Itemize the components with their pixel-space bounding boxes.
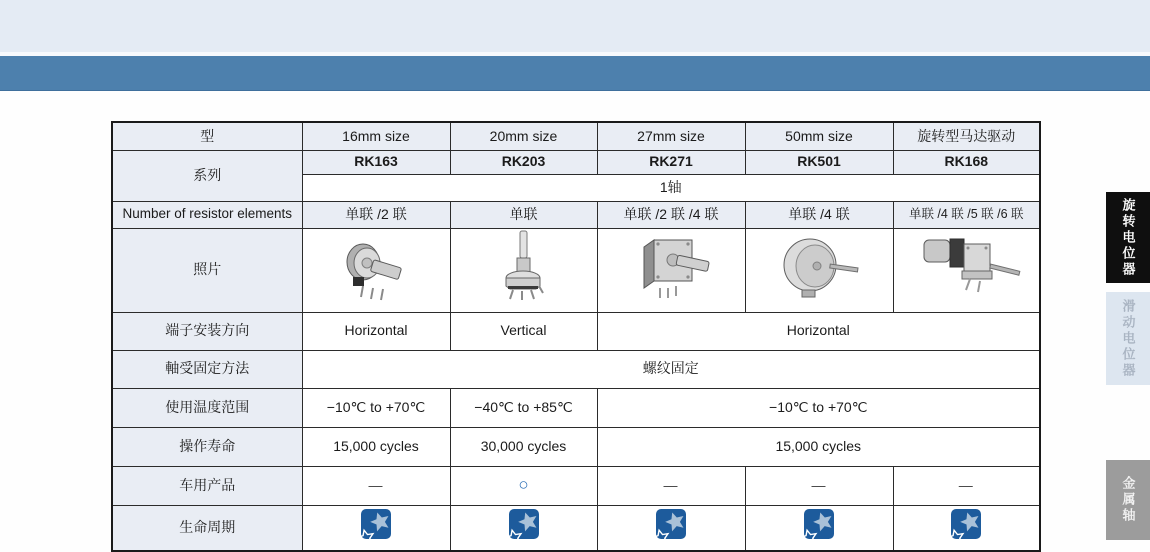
- life-cell: 15,000 cycles: [597, 427, 1040, 466]
- table-row-lifecycle: [112, 505, 1040, 551]
- axis-value: 1轴: [302, 174, 1040, 201]
- column-header-16mm: 16mm size: [302, 122, 450, 150]
- row-label-temperature: 使用温度范围: [112, 388, 302, 427]
- side-tab-metal-shaft[interactable]: [1106, 460, 1150, 540]
- terminal-cell: Horizontal: [302, 312, 450, 350]
- resistor-cell: 单联 /4 联 /5 联 /6 联: [893, 201, 1040, 228]
- row-label-automotive: 车用产品: [112, 466, 302, 505]
- rk501-photo: [768, 232, 870, 304]
- dash-mark: —: [811, 476, 827, 493]
- automotive-cell: [302, 466, 450, 505]
- automotive-cell: [597, 466, 745, 505]
- resistor-cell: 单联: [450, 201, 597, 228]
- circle-mark: ○: [518, 475, 529, 495]
- terminal-cell: Horizontal: [597, 312, 1040, 350]
- row-label-resistor-elements: Number of resistor elements: [112, 201, 302, 228]
- rk203-photo: [495, 229, 553, 307]
- model-rk203: RK203: [450, 150, 597, 174]
- dash-mark: —: [368, 476, 384, 493]
- side-tab-slide-potentiometers[interactable]: [1106, 292, 1150, 385]
- row-label-operating-life: 操作寿命: [112, 427, 302, 466]
- table-row-terminal-direction: [112, 312, 1040, 350]
- resistor-cell: 单联 /2 联: [302, 201, 450, 228]
- row-label-terminal: 端子安装方向: [112, 312, 302, 350]
- row-label-lifecycle: 生命周期: [112, 505, 302, 551]
- table-row-automotive: [112, 466, 1040, 505]
- column-header-27mm: 27mm size: [597, 122, 745, 150]
- row-label-photo: 照片: [112, 228, 302, 312]
- rk271-photo: [620, 231, 722, 305]
- model-rk168: RK168: [893, 150, 1040, 174]
- life-cell: 30,000 cycles: [450, 427, 597, 466]
- row-label-series: 系列: [112, 150, 302, 201]
- table-row-header: [112, 122, 1040, 150]
- resistor-cell: 单联 /4 联: [745, 201, 893, 228]
- model-rk501: RK501: [745, 150, 893, 174]
- column-header-20mm: 20mm size: [450, 122, 597, 150]
- temperature-cell: −10℃ to +70℃: [302, 388, 450, 427]
- table-row-series: [112, 150, 1040, 174]
- dash-mark: —: [958, 476, 974, 493]
- table-row-resistor-elements: [112, 201, 1040, 228]
- table-row-operating-life: [112, 427, 1040, 466]
- row-label-type: 型: [112, 122, 302, 150]
- side-tab-label: 滑动电位器: [1120, 298, 1136, 379]
- rk168-photo: [910, 231, 1022, 305]
- automotive-cell: [450, 466, 597, 505]
- resistor-cell: 单联 /2 联 /4 联: [597, 201, 745, 228]
- blue-accent-bar: [0, 56, 1150, 91]
- model-rk163: RK163: [302, 150, 450, 174]
- side-tab-label: 金属轴: [1120, 476, 1136, 524]
- table-row-temperature-range: [112, 388, 1040, 427]
- product-comparison-table: [111, 121, 1041, 552]
- column-header-motor: 旋转型马达驱动: [893, 122, 1040, 150]
- side-tab-rotary-potentiometers[interactable]: [1106, 192, 1150, 283]
- temperature-cell: −40℃ to +85℃: [450, 388, 597, 427]
- bearing-value: 螺纹固定: [302, 350, 1040, 388]
- temperature-cell: −10℃ to +70℃: [597, 388, 1040, 427]
- automotive-cell: [745, 466, 893, 505]
- model-rk271: RK271: [597, 150, 745, 174]
- top-header-band: [0, 0, 1150, 52]
- column-header-50mm: 50mm size: [745, 122, 893, 150]
- row-label-bearing: 軸受固定方法: [112, 350, 302, 388]
- life-cell: 15,000 cycles: [302, 427, 450, 466]
- terminal-cell: Vertical: [450, 312, 597, 350]
- table-row-photo: [112, 228, 1040, 312]
- dash-mark: —: [663, 476, 679, 493]
- rk163-photo: [338, 232, 414, 304]
- automotive-cell: [893, 466, 1040, 505]
- side-tab-label: 旋转电位器: [1120, 197, 1136, 278]
- table-row-bearing-fixing: [112, 350, 1040, 388]
